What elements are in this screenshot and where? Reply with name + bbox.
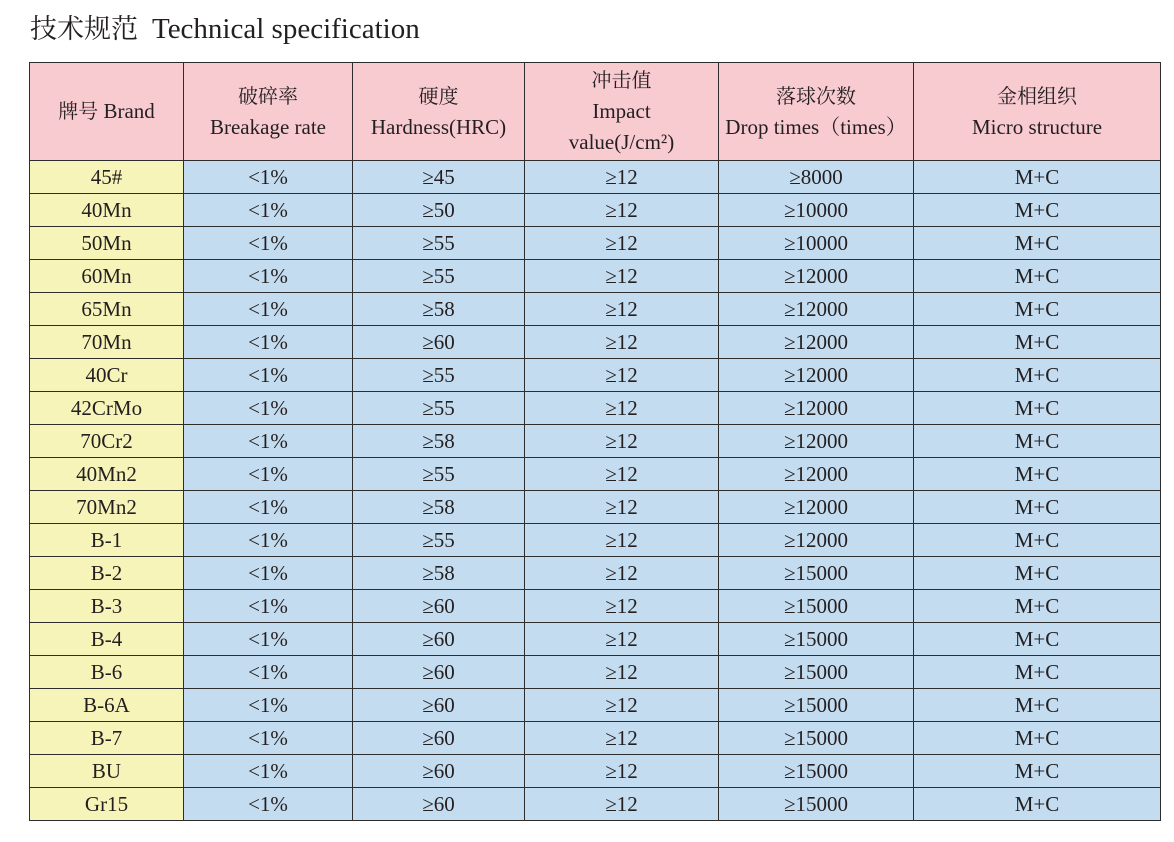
brand-cell: Gr15 (30, 788, 184, 821)
impact-cell: ≥12 (525, 458, 719, 491)
breakage-cell: <1% (184, 755, 353, 788)
impact-cell: ≥12 (525, 722, 719, 755)
impact-cell: ≥12 (525, 425, 719, 458)
hardness-cell: ≥60 (353, 656, 525, 689)
table-row (30, 227, 1161, 260)
table-row (30, 557, 1161, 590)
breakage-cell: <1% (184, 227, 353, 260)
micro-cell: M+C (914, 656, 1161, 689)
hardness-cell: ≥55 (353, 359, 525, 392)
brand-cell: B-3 (30, 590, 184, 623)
table-row (30, 326, 1161, 359)
header-breakage (184, 63, 353, 161)
drop-cell: ≥12000 (719, 293, 914, 326)
micro-cell: M+C (914, 524, 1161, 557)
brand-cell: 50Mn (30, 227, 184, 260)
micro-cell: M+C (914, 491, 1161, 524)
drop-cell: ≥15000 (719, 788, 914, 821)
drop-cell: ≥8000 (719, 161, 914, 194)
impact-cell: ≥12 (525, 194, 719, 227)
hardness-cell: ≥55 (353, 458, 525, 491)
hardness-cell: ≥60 (353, 755, 525, 788)
header-hardness (353, 63, 525, 161)
micro-cell: M+C (914, 425, 1161, 458)
impact-cell: ≥12 (525, 689, 719, 722)
hardness-cell: ≥45 (353, 161, 525, 194)
drop-cell: ≥15000 (719, 623, 914, 656)
header-impact-en2: value(J/cm²) (568, 130, 675, 154)
breakage-cell: <1% (184, 194, 353, 227)
header-drop-zh: 落球次数 (776, 83, 856, 108)
drop-cell: ≥15000 (719, 755, 914, 788)
micro-cell: M+C (914, 392, 1161, 425)
table-row (30, 293, 1161, 326)
page-title (30, 10, 420, 49)
table-row (30, 656, 1161, 689)
breakage-cell: <1% (184, 689, 353, 722)
table-row (30, 722, 1161, 755)
breakage-cell: <1% (184, 722, 353, 755)
impact-cell: ≥12 (525, 359, 719, 392)
hardness-cell: ≥60 (353, 590, 525, 623)
breakage-cell: <1% (184, 161, 353, 194)
brand-cell: B-6A (30, 689, 184, 722)
table-row (30, 590, 1161, 623)
brand-cell: BU (30, 755, 184, 788)
micro-cell: M+C (914, 227, 1161, 260)
header-impact-en1: Impact (592, 99, 651, 123)
table-row (30, 359, 1161, 392)
micro-cell: M+C (914, 689, 1161, 722)
table-row (30, 491, 1161, 524)
header-impact (525, 63, 719, 161)
drop-cell: ≥12000 (719, 326, 914, 359)
table-row (30, 161, 1161, 194)
impact-cell: ≥12 (525, 227, 719, 260)
impact-cell: ≥12 (525, 524, 719, 557)
brand-cell: 42CrMo (30, 392, 184, 425)
impact-cell: ≥12 (525, 788, 719, 821)
impact-cell: ≥12 (525, 260, 719, 293)
table-row (30, 194, 1161, 227)
impact-cell: ≥12 (525, 392, 719, 425)
header-brand-en: Brand (103, 99, 155, 123)
micro-cell: M+C (914, 623, 1161, 656)
brand-cell: 70Mn (30, 326, 184, 359)
micro-cell: M+C (914, 194, 1161, 227)
brand-cell: 65Mn (30, 293, 184, 326)
drop-cell: ≥10000 (719, 227, 914, 260)
impact-cell: ≥12 (525, 161, 719, 194)
table-row (30, 689, 1161, 722)
hardness-cell: ≥50 (353, 194, 525, 227)
impact-cell: ≥12 (525, 623, 719, 656)
impact-cell: ≥12 (525, 491, 719, 524)
header-drop-en: Drop times（times） (725, 114, 907, 139)
drop-cell: ≥12000 (719, 458, 914, 491)
breakage-cell: <1% (184, 623, 353, 656)
impact-cell: ≥12 (525, 755, 719, 788)
brand-cell: 60Mn (30, 260, 184, 293)
table-row (30, 788, 1161, 821)
micro-cell: M+C (914, 359, 1161, 392)
breakage-cell: <1% (184, 656, 353, 689)
drop-cell: ≥10000 (719, 194, 914, 227)
brand-cell: 70Cr2 (30, 425, 184, 458)
drop-cell: ≥15000 (719, 722, 914, 755)
impact-cell: ≥12 (525, 590, 719, 623)
table-row (30, 755, 1161, 788)
hardness-cell: ≥55 (353, 227, 525, 260)
hardness-cell: ≥55 (353, 392, 525, 425)
header-micro-en: Micro structure (971, 114, 1103, 139)
hardness-cell: ≥60 (353, 722, 525, 755)
brand-cell: B-7 (30, 722, 184, 755)
brand-cell: 70Mn2 (30, 491, 184, 524)
micro-cell: M+C (914, 161, 1161, 194)
table-row (30, 260, 1161, 293)
header-impact-zh: 冲击值 (591, 68, 652, 92)
drop-cell: ≥15000 (719, 590, 914, 623)
brand-cell: 40Mn (30, 194, 184, 227)
spec-table (29, 62, 1161, 821)
header-row (30, 63, 1161, 161)
page-title-en: Technical specification (152, 13, 420, 45)
micro-cell: M+C (914, 557, 1161, 590)
impact-cell: ≥12 (525, 557, 719, 590)
table-row (30, 392, 1161, 425)
header-brand-zh: 牌号 (58, 99, 99, 123)
header-breakage-zh: 破碎率 (238, 83, 298, 108)
breakage-cell: <1% (184, 293, 353, 326)
table-row (30, 425, 1161, 458)
breakage-cell: <1% (184, 557, 353, 590)
micro-cell: M+C (914, 788, 1161, 821)
hardness-cell: ≥58 (353, 557, 525, 590)
hardness-cell: ≥58 (353, 293, 525, 326)
brand-cell: B-1 (30, 524, 184, 557)
breakage-cell: <1% (184, 392, 353, 425)
brand-cell: B-6 (30, 656, 184, 689)
drop-cell: ≥12000 (719, 524, 914, 557)
drop-cell: ≥12000 (719, 491, 914, 524)
hardness-cell: ≥55 (353, 260, 525, 293)
micro-cell: M+C (914, 722, 1161, 755)
brand-cell: 45# (30, 161, 184, 194)
breakage-cell: <1% (184, 359, 353, 392)
brand-cell: 40Cr (30, 359, 184, 392)
breakage-cell: <1% (184, 260, 353, 293)
table-row (30, 524, 1161, 557)
hardness-cell: ≥58 (353, 491, 525, 524)
micro-cell: M+C (914, 755, 1161, 788)
breakage-cell: <1% (184, 425, 353, 458)
drop-cell: ≥15000 (719, 656, 914, 689)
header-micro (914, 63, 1161, 161)
breakage-cell: <1% (184, 788, 353, 821)
breakage-cell: <1% (184, 524, 353, 557)
impact-cell: ≥12 (525, 656, 719, 689)
breakage-cell: <1% (184, 491, 353, 524)
drop-cell: ≥12000 (719, 359, 914, 392)
page-title-zh: 技术规范 (30, 14, 138, 45)
micro-cell: M+C (914, 326, 1161, 359)
hardness-cell: ≥55 (353, 524, 525, 557)
hardness-cell: ≥60 (353, 788, 525, 821)
breakage-cell: <1% (184, 458, 353, 491)
micro-cell: M+C (914, 590, 1161, 623)
table-row (30, 458, 1161, 491)
breakage-cell: <1% (184, 326, 353, 359)
header-hardness-zh: 硬度 (418, 83, 459, 108)
drop-cell: ≥15000 (719, 689, 914, 722)
header-micro-zh: 金相组织 (997, 83, 1077, 108)
drop-cell: ≥12000 (719, 260, 914, 293)
drop-cell: ≥15000 (719, 557, 914, 590)
header-drop (719, 63, 914, 161)
drop-cell: ≥12000 (719, 392, 914, 425)
hardness-cell: ≥58 (353, 425, 525, 458)
drop-cell: ≥12000 (719, 425, 914, 458)
header-brand (30, 63, 184, 161)
brand-cell: 40Mn2 (30, 458, 184, 491)
micro-cell: M+C (914, 293, 1161, 326)
hardness-cell: ≥60 (353, 623, 525, 656)
micro-cell: M+C (914, 458, 1161, 491)
brand-cell: B-2 (30, 557, 184, 590)
table-row (30, 623, 1161, 656)
header-breakage-en: Breakage rate (209, 114, 326, 139)
impact-cell: ≥12 (525, 293, 719, 326)
hardness-cell: ≥60 (353, 689, 525, 722)
micro-cell: M+C (914, 260, 1161, 293)
brand-cell: B-4 (30, 623, 184, 656)
hardness-cell: ≥60 (353, 326, 525, 359)
breakage-cell: <1% (184, 590, 353, 623)
impact-cell: ≥12 (525, 326, 719, 359)
header-hardness-en: Hardness(HRC) (370, 114, 507, 139)
